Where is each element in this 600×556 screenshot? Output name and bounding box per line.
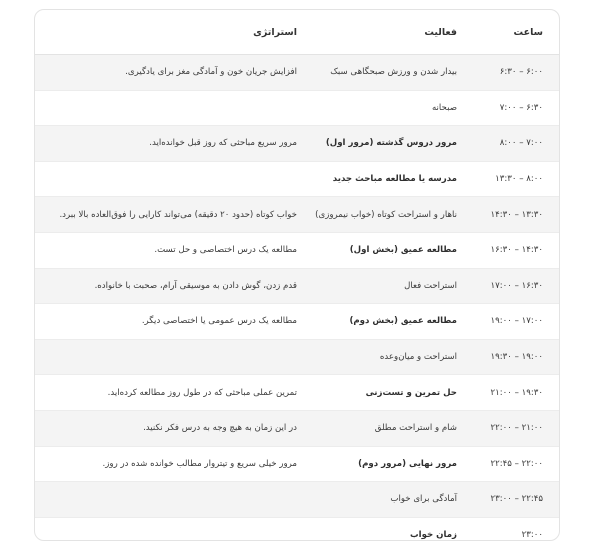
time-cell: ۱۷:۰۰ – ۱۹:۰۰ bbox=[465, 304, 559, 340]
activity-cell: استراحت و میان‌وعده bbox=[305, 339, 465, 375]
time-cell: ۱۹:۰۰ – ۱۹:۳۰ bbox=[465, 339, 559, 375]
strategy-cell: مرور خیلی سریع و تیتروار مطالب خوانده شده در روز. bbox=[35, 446, 305, 482]
table-row bbox=[35, 446, 559, 482]
activity-cell: مرور دروس گذشته (مرور اول) bbox=[305, 126, 465, 162]
activity-cell: حل تمرین و تست‌زنی bbox=[305, 375, 465, 411]
daily-schedule-table bbox=[35, 10, 559, 541]
strategy-cell bbox=[35, 482, 305, 518]
strategy-cell bbox=[35, 90, 305, 126]
strategy-cell: در این زمان به هیچ وجه به درس فکر نکنید. bbox=[35, 410, 305, 446]
table-row bbox=[35, 161, 559, 197]
time-cell: ۲۲:۴۵ – ۲۳:۰۰ bbox=[465, 482, 559, 518]
activity-cell: آمادگی برای خواب bbox=[305, 482, 465, 518]
strategy-cell bbox=[35, 161, 305, 197]
activity-cell: بیدار شدن و ورزش صبحگاهی سبک bbox=[305, 55, 465, 91]
activity-cell: استراحت فعال bbox=[305, 268, 465, 304]
activity-cell: شام و استراحت مطلق bbox=[305, 410, 465, 446]
time-cell: ۱۶:۳۰ – ۱۷:۰۰ bbox=[465, 268, 559, 304]
activity-cell: مطالعه عمیق (بخش دوم) bbox=[305, 304, 465, 340]
time-cell: ۲۱:۰۰ – ۲۲:۰۰ bbox=[465, 410, 559, 446]
header-activity: فعالیت bbox=[305, 10, 465, 55]
header-strategy: استراتژی bbox=[35, 10, 305, 55]
table-row bbox=[35, 232, 559, 268]
table-row bbox=[35, 126, 559, 162]
schedule-table-container bbox=[34, 9, 560, 541]
table-row bbox=[35, 410, 559, 446]
table-row bbox=[35, 197, 559, 233]
strategy-cell: مطالعه یک درس اختصاصی و حل تست. bbox=[35, 232, 305, 268]
time-cell: ۷:۰۰ – ۸:۰۰ bbox=[465, 126, 559, 162]
time-cell: ۶:۳۰ – ۷:۰۰ bbox=[465, 90, 559, 126]
time-cell: ۱۴:۳۰ – ۱۶:۳۰ bbox=[465, 232, 559, 268]
activity-cell: مدرسه یا مطالعه مباحث جدید bbox=[305, 161, 465, 197]
table-row bbox=[35, 517, 559, 541]
activity-cell: مطالعه عمیق (بخش اول) bbox=[305, 232, 465, 268]
strategy-cell bbox=[35, 339, 305, 375]
table-row bbox=[35, 482, 559, 518]
strategy-cell: خواب کوتاه (حدود ۲۰ دقیقه) می‌تواند کارایی را فوق‌العاده بالا ببرد. bbox=[35, 197, 305, 233]
strategy-cell: مطالعه یک درس عمومی یا اختصاصی دیگر. bbox=[35, 304, 305, 340]
activity-cell: مرور نهایی (مرور دوم) bbox=[305, 446, 465, 482]
time-cell: ۲۲:۰۰ – ۲۲:۴۵ bbox=[465, 446, 559, 482]
strategy-cell bbox=[35, 517, 305, 541]
time-cell: ۶:۰۰ – ۶:۳۰ bbox=[465, 55, 559, 91]
table-header-row bbox=[35, 10, 559, 55]
strategy-cell: افزایش جریان خون و آمادگی مغز برای یادگیری. bbox=[35, 55, 305, 91]
time-cell: ۱۳:۳۰ – ۱۴:۳۰ bbox=[465, 197, 559, 233]
strategy-cell: قدم زدن، گوش دادن به موسیقی آرام، صحبت با خانواده. bbox=[35, 268, 305, 304]
table-row bbox=[35, 375, 559, 411]
table-row bbox=[35, 55, 559, 91]
activity-cell: ناهار و استراحت کوتاه (خواب نیمروزی) bbox=[305, 197, 465, 233]
strategy-cell: مرور سریع مباحثی که روز قبل خوانده‌اید. bbox=[35, 126, 305, 162]
activity-cell: صبحانه bbox=[305, 90, 465, 126]
table-row bbox=[35, 90, 559, 126]
time-cell: ۸:۰۰ – ۱۳:۳۰ bbox=[465, 161, 559, 197]
strategy-cell: تمرین عملی مباحثی که در طول روز مطالعه کرده‌اید. bbox=[35, 375, 305, 411]
time-cell: ۲۳:۰۰ bbox=[521, 530, 543, 541]
table-row bbox=[35, 304, 559, 340]
time-cell: ۱۹:۳۰ – ۲۱:۰۰ bbox=[465, 375, 559, 411]
activity-cell: زمان خواب bbox=[410, 530, 457, 541]
table-row bbox=[35, 339, 559, 375]
header-time: ساعت bbox=[465, 10, 559, 55]
table-row bbox=[35, 268, 559, 304]
